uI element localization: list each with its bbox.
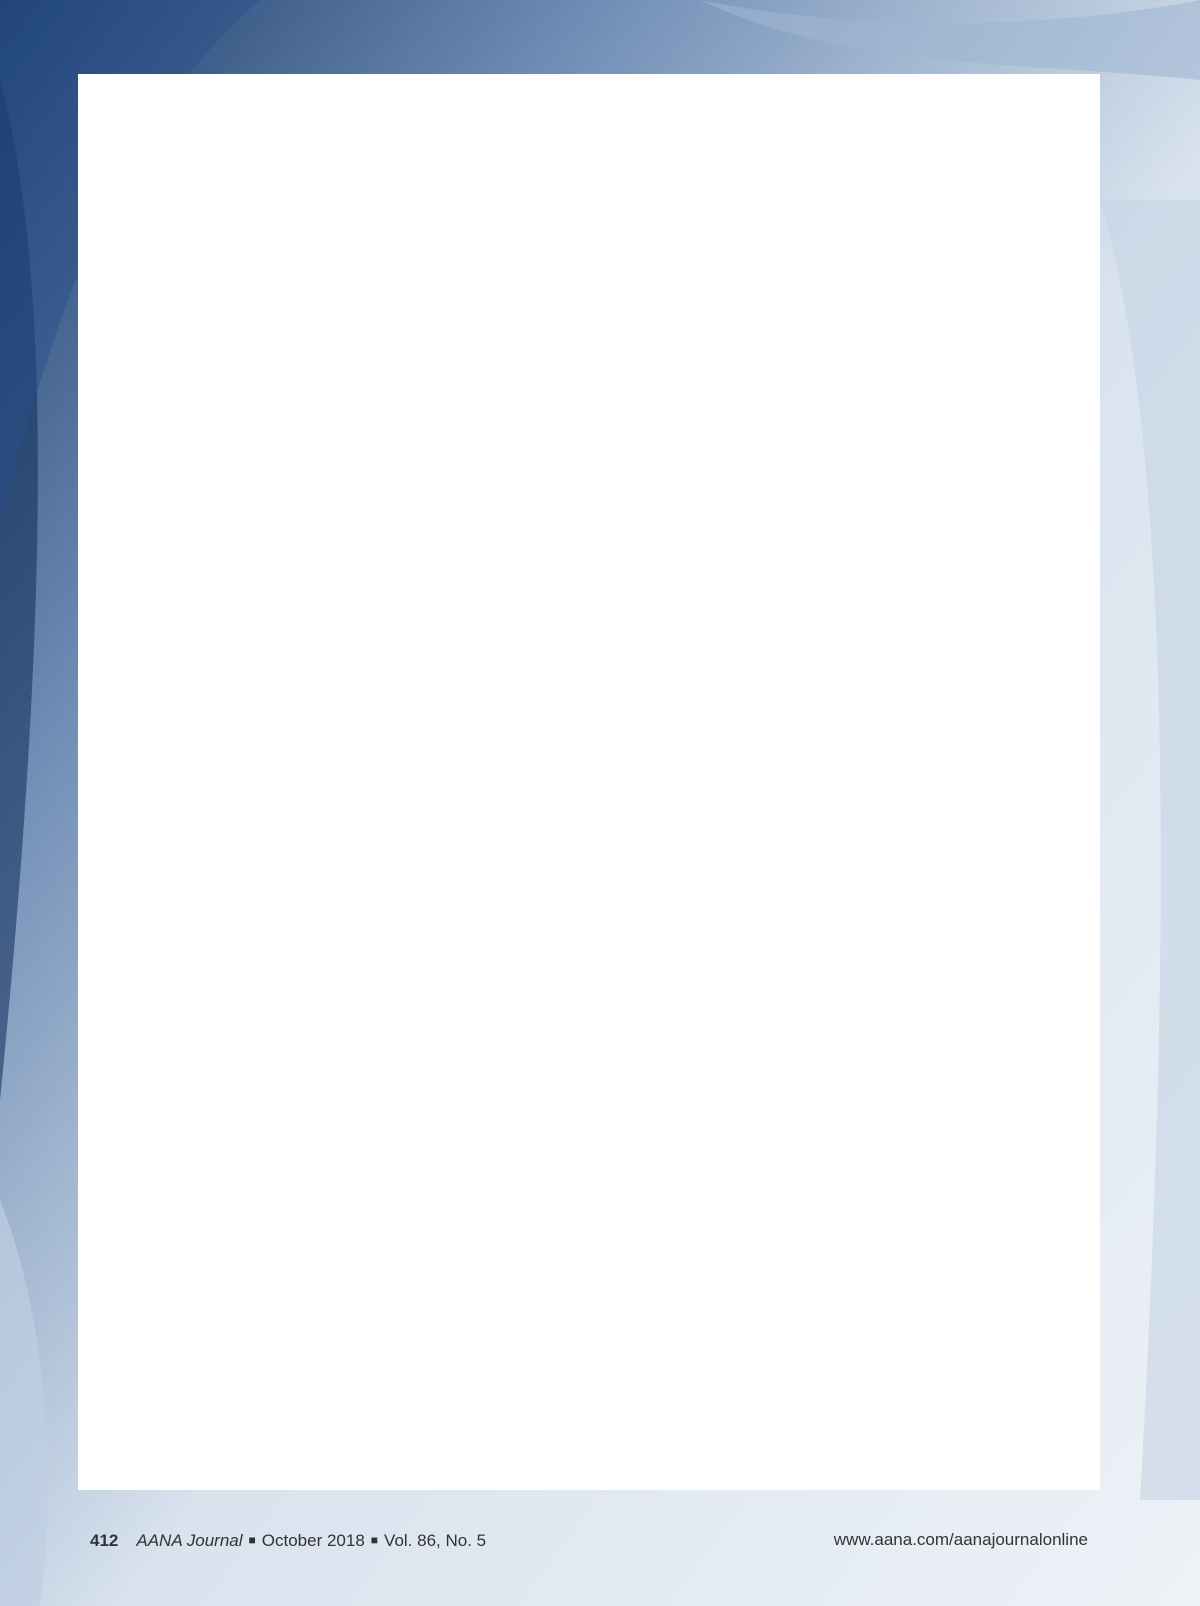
footer-journal-name: AANA Journal <box>136 1531 243 1550</box>
separator-square-icon: ■ <box>248 1533 256 1547</box>
separator-square-icon: ■ <box>370 1533 379 1547</box>
footer-website-link[interactable]: www.aana.com/aanajournalonline <box>833 1530 1088 1549</box>
footer-date: October 2018 <box>261 1531 365 1550</box>
footer-volume: Vol. 86, No. 5 <box>384 1531 487 1550</box>
page-footer <box>90 1528 1088 1552</box>
content-panel <box>78 74 1100 1490</box>
page-number: 412 <box>90 1531 119 1550</box>
